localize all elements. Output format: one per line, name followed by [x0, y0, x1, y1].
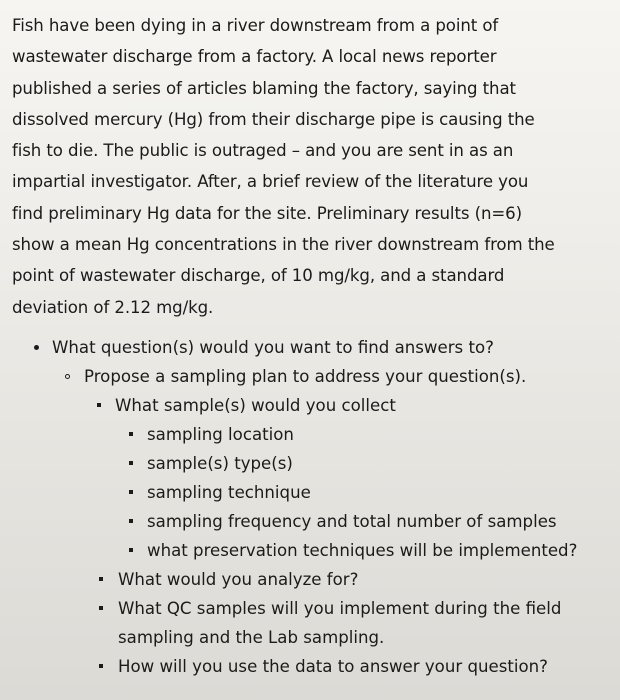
- bullet-dot-icon: [34, 345, 39, 350]
- intro-line: deviation of 2.12 mg/kg.: [12, 297, 214, 317]
- intro-line: fish to die. The public is outraged – and you are sent in as an: [12, 141, 514, 161]
- intro-line: impartial investigator. After, a brief review of the literature you: [12, 172, 529, 192]
- bullet-square-icon: [129, 548, 133, 552]
- bullet-circle-icon: [65, 374, 70, 379]
- sample-detail-item: sampling location: [147, 425, 294, 444]
- bullet-square-icon: [99, 577, 103, 581]
- intro-line: Fish have been dying in a river downstream from a point of: [12, 16, 499, 35]
- bullet-square-icon: [99, 664, 103, 668]
- intro-line: published a series of articles blaming the factory, saying that: [12, 78, 516, 98]
- main-question: What question(s) would you want to find answers to?: [52, 338, 494, 357]
- intro-line: dissolved mercury (Hg) from their discharge pipe is causing the: [12, 109, 535, 129]
- bullet-square-icon: [97, 403, 101, 407]
- use-data-item: How will you use the data to answer your question?: [118, 657, 548, 676]
- bullet-square-icon: [99, 606, 103, 610]
- sample-detail-item: sample(s) type(s): [147, 454, 293, 473]
- intro-line: show a mean Hg concentrations in the river downstream from the: [12, 235, 555, 255]
- bullet-square-icon: [129, 461, 133, 465]
- sample-detail-item: what preservation techniques will be implemented?: [147, 541, 578, 560]
- sample-detail-item: sampling technique: [147, 483, 311, 502]
- intro-paragraph: [12, 10, 608, 323]
- bullet-square-icon: [129, 490, 133, 494]
- sample-detail-item: sampling frequency and total number of samples: [147, 512, 557, 531]
- intro-line: find preliminary Hg data for the site. Preliminary results (n=6): [12, 203, 522, 223]
- intro-line: point of wastewater discharge, of 10 mg/kg, and a standard: [12, 266, 505, 286]
- bullet-square-icon: [129, 432, 133, 436]
- intro-line: wastewater discharge from a factory. A local news reporter: [12, 47, 497, 67]
- samples-item: What sample(s) would you collect: [115, 396, 396, 415]
- sampling-plan-item: Propose a sampling plan to address your question(s).: [84, 367, 527, 386]
- analyze-item: What would you analyze for?: [118, 570, 359, 589]
- bullet-square-icon: [129, 519, 133, 523]
- qc-item-line: What QC samples will you implement during the field: [118, 599, 562, 618]
- qc-item-line: sampling and the Lab sampling.: [118, 628, 385, 647]
